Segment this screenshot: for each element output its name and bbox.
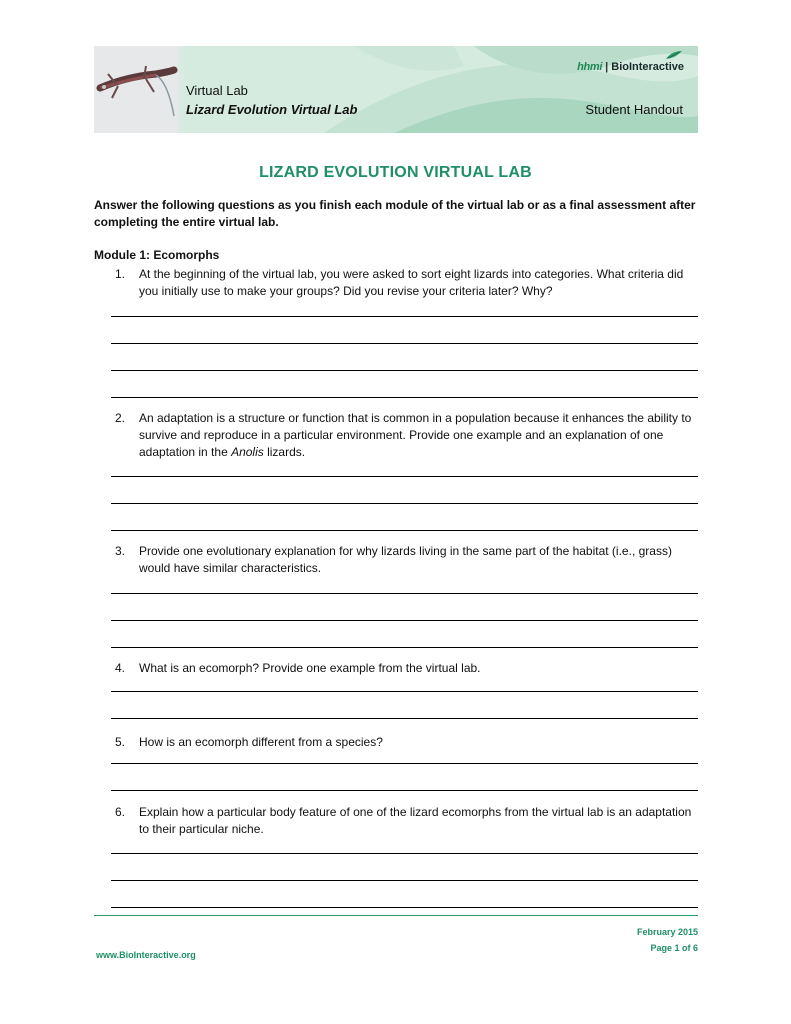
question-text: Provide one evolutionary explanation for why lizards living in the same part of the habitat (i.e., grass) would have similar characteristics. [139,544,672,575]
question-number: 1. [115,267,126,281]
header-banner [94,46,698,133]
answer-line[interactable] [111,907,698,908]
species-name: Anolis [231,445,264,459]
answer-line[interactable] [111,476,698,477]
question-text [139,410,699,461]
answer-line[interactable] [111,790,698,791]
header-handout-label: Student Handout [585,102,683,117]
answer-line[interactable] [111,503,698,504]
brand-separator: | [605,61,609,73]
answer-line[interactable] [111,593,698,594]
page-title: LIZARD EVOLUTION VIRTUAL LAB [259,164,532,181]
footer-divider [94,915,698,916]
question-text: Explain how a particular body feature of one of the lizard ecomorphs from the virtual lab is an adaptation to their particular niche. [139,805,692,836]
answer-line[interactable] [111,530,698,531]
brand-hhmi: hhmi [577,61,603,73]
answer-line[interactable] [111,343,698,344]
footer-page-number: Page 1 of 6 [650,943,698,953]
module-heading: Module 1: Ecomorphs [94,248,220,262]
question-number: 3. [115,544,126,558]
answer-line[interactable] [111,691,698,692]
answer-line[interactable] [111,853,698,854]
header-decoration [94,46,698,133]
brand-name: BioInteractive [611,61,684,73]
answer-line[interactable] [111,316,698,317]
question-text: At the beginning of the virtual lab, you were asked to sort eight lizards into categories. What criteria did you initially use to make your groups? Did you revise your criteria later? Why? [139,267,684,298]
header-lab-title: Lizard Evolution Virtual Lab [186,102,358,117]
question-number: 2. [115,411,126,425]
answer-line[interactable] [111,370,698,371]
header-category: Virtual Lab [186,83,248,98]
question-text-part: lizards. [263,445,306,459]
answer-line[interactable] [111,647,698,648]
footer-date: February 2015 [636,927,698,937]
question-number: 4. [115,661,126,675]
question-text-part: An adaptation is a structure or function that is common in a population because it enhances the ability to survive and reproduce in a particular environment. Provide one example and an explanation of one adaptation in the [139,411,692,459]
question-text: How is an ecomorph different from a species? [139,735,383,749]
answer-line[interactable] [111,397,698,398]
lizard-xray-image [94,46,178,133]
brand-logo [577,61,684,73]
footer-url[interactable]: www.BioInteractive.org [96,950,196,960]
question-number: 5. [115,735,126,749]
leaf-icon [664,49,684,61]
answer-line[interactable] [111,763,698,764]
question-number: 6. [115,805,126,819]
answer-line[interactable] [111,620,698,621]
question-text: What is an ecomorph? Provide one example from the virtual lab. [139,661,481,675]
answer-line[interactable] [111,718,698,719]
instructions: Answer the following questions as you finish each module of the virtual lab or as a final assessment after completing the entire virtual lab. [94,198,696,229]
answer-line[interactable] [111,880,698,881]
